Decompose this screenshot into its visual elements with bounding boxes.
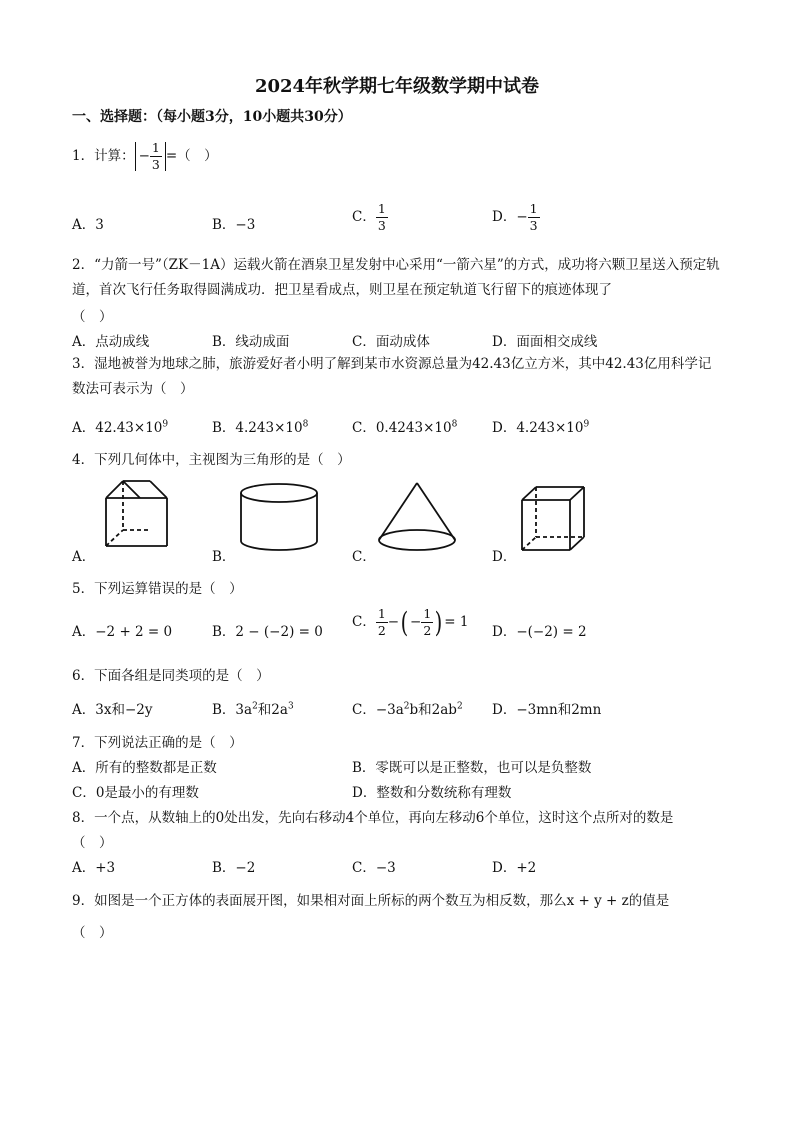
- q1-minus: −: [138, 148, 150, 164]
- q6-option-d: D．−3mn和2mn: [492, 702, 602, 718]
- cylinder-figure: [236, 480, 322, 554]
- q9-stem: 9．如图是一个正方体的表面展开图，如果相对面上所标的两个数互为相反数，那么x + y + z的值是: [72, 893, 670, 909]
- q9-paren: （ ）: [72, 925, 113, 941]
- q5-option-a: A．−2 + 2 = 0: [72, 624, 173, 640]
- q4-option-d: D．: [492, 549, 517, 565]
- q1-option-c: C． $\frac{1}{3}$: [352, 201, 386, 233]
- q1-tail: =（ ）: [165, 148, 218, 164]
- q2-stem: 2．“力箭一号”（ZK－1A）运载火箭在酒泉卫星发射中心采用“一箭六星”的方式，成功将六颗卫星送入预定轨道，首次飞行任务取得圆满成功．把卫星看成点，则卫星在预定轨道飞行留下的痕迹体现了: [72, 257, 720, 298]
- q1-option-a: A．3: [72, 217, 104, 233]
- q1-fraction: $\frac{1}{3}$: [151, 140, 160, 172]
- q7-option-c: C．0是最小的有理数: [72, 785, 199, 801]
- question-1: [72, 142, 218, 171]
- q1-option-d: D．− $\frac{1}{3}$: [492, 201, 538, 233]
- q1-c-fraction: $\frac{1}{3}$: [377, 201, 386, 233]
- section-heading-choice: 一、选择题：（每小题3分，10小题共30分）: [72, 109, 352, 125]
- q6-option-c: C．$-3a^2b$和$2ab^2$: [352, 701, 463, 718]
- triangular-prism-figure: [98, 478, 172, 554]
- q5-option-d: D．−(−2) = 2: [492, 624, 587, 640]
- q1-d-fraction: $\frac{1}{3}$: [529, 201, 538, 233]
- q3-stem: 3．湿地被誉为地球之肺，旅游爱好者小明了解到某市水资源总量为42.43亿立方米，其中42.43亿用科学记数法可表示为（ ）: [72, 356, 712, 397]
- q3-option-b: B．$4.243\times 10^8$: [212, 419, 309, 436]
- q8-option-c: C．−3: [352, 860, 396, 876]
- q4-option-b: B．: [212, 549, 236, 565]
- q1-option-b: B．−3: [212, 217, 256, 233]
- q7-option-d: D．整数和分数统称有理数: [352, 785, 512, 801]
- q8-paren: （ ）: [72, 835, 113, 851]
- q5-option-c: C． $\frac{1}{2}$ −( − $\frac{1}{2}$ ) = 1: [352, 605, 469, 639]
- q2-option-c: C．面动成体: [352, 334, 430, 350]
- q5-stem: 5．下列运算错误的是（ ）: [72, 581, 243, 597]
- q5-option-b: B．2 − (−2) = 0: [212, 624, 323, 640]
- left-paren: (: [400, 605, 409, 639]
- q4-option-a: A．: [72, 549, 96, 565]
- q4-option-c: C．: [352, 549, 376, 565]
- q4-stem: 4．下列几何体中，主视图为三角形的是（ ）: [72, 452, 351, 468]
- page-title: 2024年秋学期七年级数学期中试卷: [254, 76, 540, 97]
- q7-option-b: B．零既可以是正整数，也可以是负整数: [352, 760, 592, 776]
- q2-option-a: A．点动成线: [72, 334, 150, 350]
- q3-option-d: D．$4.243\times 10^9$: [492, 419, 590, 436]
- q3-option-c: C．$0.4243\times 10^8$: [352, 419, 458, 436]
- right-paren: ): [434, 605, 443, 639]
- cone-figure: [372, 480, 462, 556]
- q7-option-a: A．所有的整数都是正数: [72, 760, 217, 776]
- q8-option-a: A．+3: [72, 860, 116, 876]
- q6-stem: 6．下面各组是同类项的是（ ）: [72, 668, 270, 684]
- q8-stem: 8．一个点，从数轴上的0处出发，先向右移动4个单位，再向左移动6个单位，这时这个点所对的数是: [72, 810, 674, 826]
- q3-option-a: A．$42.43\times 10^9$: [72, 419, 169, 436]
- q6-option-b: B．$3a^2$和$2a^3$: [212, 701, 294, 718]
- q8-option-b: B．−2: [212, 860, 256, 876]
- cube-figure: [518, 484, 588, 556]
- q1-absolute-value: [135, 142, 166, 171]
- q6-option-a: A．3x和−2y: [72, 702, 153, 718]
- q8-option-d: D．+2: [492, 860, 537, 876]
- q2-option-d: D．面面相交成线: [492, 334, 598, 350]
- q2-paren: （ ）: [72, 309, 113, 325]
- q1-stem: 1．计算：: [72, 148, 135, 164]
- q7-stem: 7．下列说法正确的是（ ）: [72, 735, 243, 751]
- q2-option-b: B．线动成面: [212, 334, 290, 350]
